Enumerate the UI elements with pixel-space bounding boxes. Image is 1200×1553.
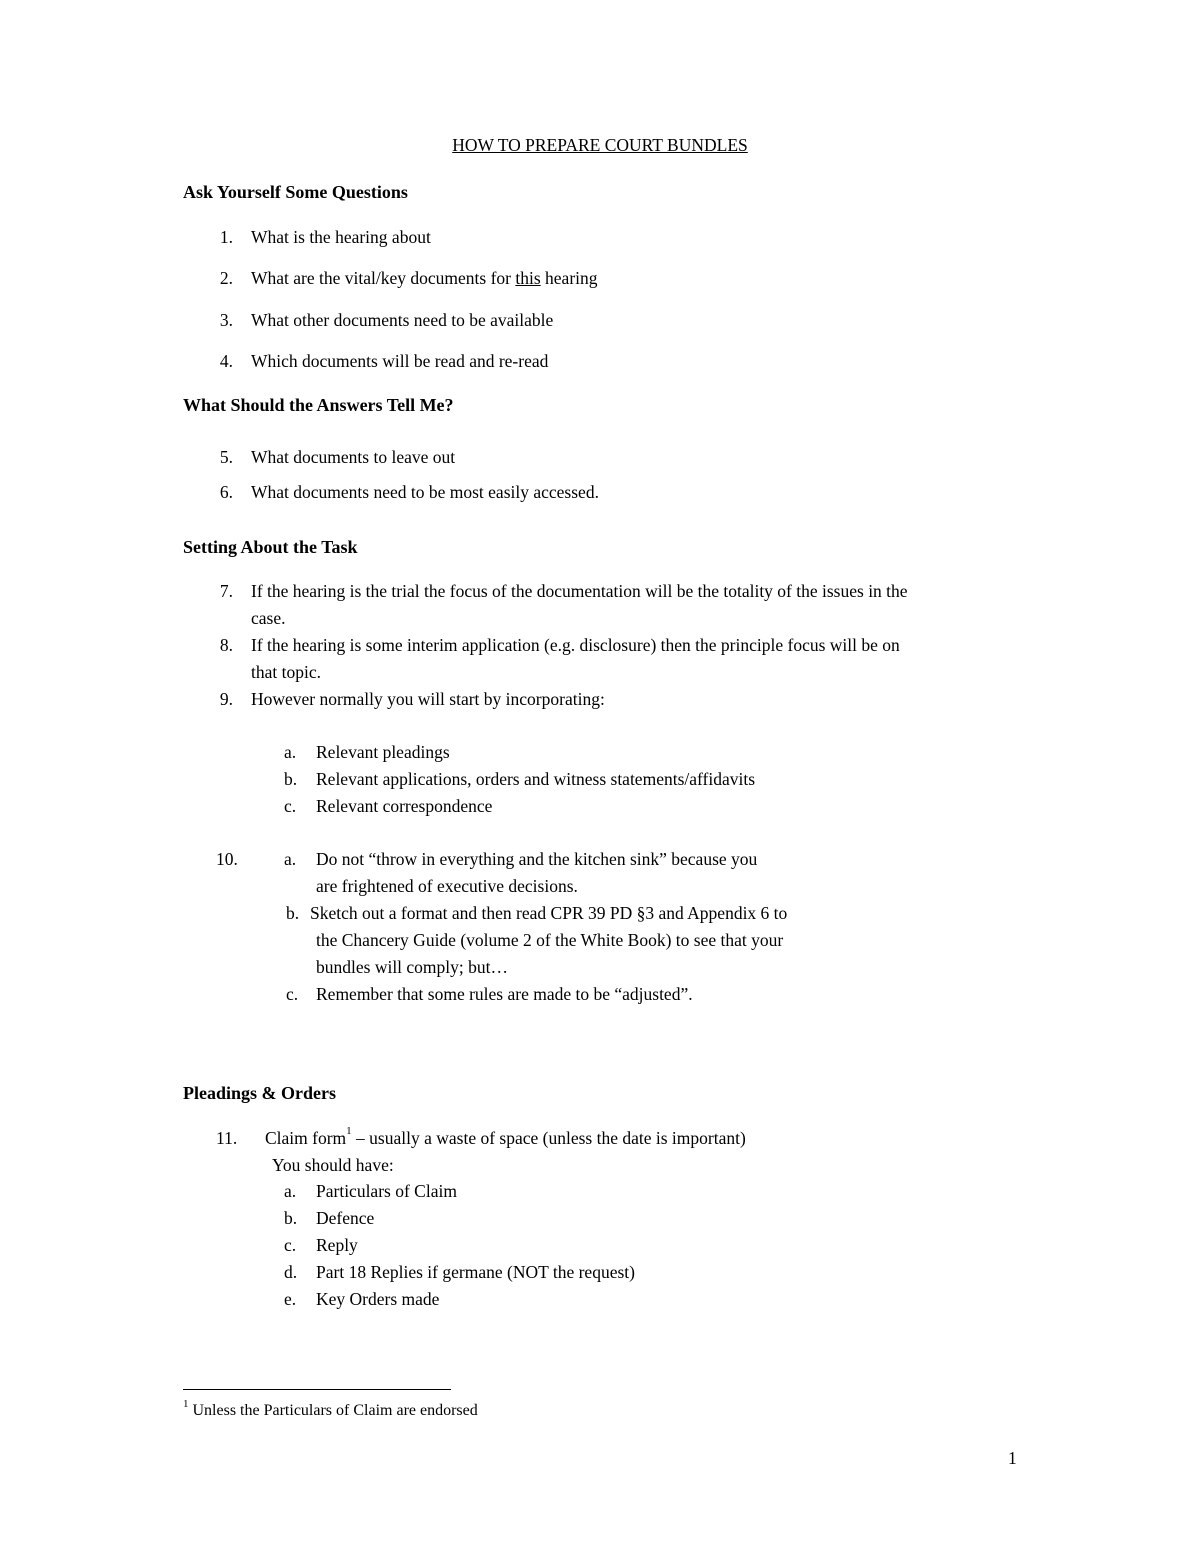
sub-item: Relevant correspondence — [316, 796, 493, 816]
list-item-text: What are the vital/key documents for — [251, 268, 516, 288]
sub-item: Reply — [316, 1235, 358, 1255]
list-item-line: If the hearing is some interim application (e.g. disclosure) then the principle focus will be on — [251, 635, 900, 655]
page-number: 1 — [1008, 1448, 1017, 1468]
list-number: 2. — [219, 268, 233, 288]
sub-letter: e. — [284, 1289, 297, 1309]
sub-item-line: the Chancery Guide (volume 2 of the White Book) to see that your — [316, 930, 784, 950]
list-item: Which documents will be read and re-read — [251, 351, 549, 371]
sub-item-line: Sketch out a format and then read CPR 39 PD §3 and Appendix 6 to — [310, 903, 788, 923]
sub-letter: a. — [284, 1181, 297, 1201]
list-item: However normally you will start by incorporating: — [251, 689, 605, 709]
list-item-line: that topic. — [251, 662, 321, 682]
sub-item: Defence — [316, 1208, 375, 1228]
footnote-separator — [183, 1389, 451, 1390]
sub-letter: c. — [284, 1235, 297, 1255]
list-item-line: If the hearing is the trial the focus of the documentation will be the totality of the issues in the — [251, 581, 908, 601]
list-number: 4. — [219, 351, 233, 371]
footnote-number: 1 — [183, 1398, 189, 1410]
sub-letter: c. — [284, 796, 297, 816]
list-item-line: You should have: — [272, 1155, 394, 1175]
sub-item: Part 18 Replies if germane (NOT the request) — [316, 1262, 635, 1282]
sub-letter: c. — [286, 984, 299, 1004]
list-item — [265, 1125, 746, 1148]
footnote-reference: 1 — [346, 1125, 352, 1137]
list-number: 9. — [219, 689, 233, 709]
sub-item: Relevant pleadings — [316, 742, 450, 762]
sub-item-line: are frightened of executive decisions. — [316, 876, 578, 896]
section-heading-pleadings: Pleadings & Orders — [183, 1083, 336, 1103]
list-number: 10. — [216, 849, 238, 869]
sub-letter: b. — [284, 769, 298, 789]
list-number: 8. — [219, 635, 233, 655]
sub-item-line: bundles will comply; but… — [316, 957, 509, 977]
sub-item-line: Remember that some rules are made to be “adjusted”. — [316, 984, 693, 1004]
section-heading-task: Setting About the Task — [183, 537, 358, 557]
sub-item-line: Do not “throw in everything and the kitchen sink” because you — [316, 849, 758, 869]
list-item-text: – usually a waste of space (unless the date is important) — [351, 1128, 746, 1148]
list-number: 1. — [219, 227, 233, 247]
list-number: 7. — [219, 581, 233, 601]
sub-letter: a. — [284, 849, 297, 869]
section-heading-answers: What Should the Answers Tell Me? — [183, 395, 454, 415]
list-item-text: Claim form — [265, 1128, 347, 1148]
list-number: 3. — [219, 310, 233, 330]
sub-item: Relevant applications, orders and witness statements/affidavits — [316, 769, 756, 789]
list-number: 6. — [219, 482, 233, 502]
list-item-line: case. — [251, 608, 286, 628]
list-item: What is the hearing about — [251, 227, 431, 247]
footnote-text: Unless the Particulars of Claim are endorsed — [192, 1402, 478, 1419]
list-item: What documents need to be most easily accessed. — [251, 482, 599, 502]
list-number: 5. — [219, 447, 233, 467]
document-title: HOW TO PREPARE COURT BUNDLES — [452, 135, 748, 155]
sub-item: Key Orders made — [316, 1289, 440, 1309]
list-item: What other documents need to be available — [251, 310, 554, 330]
sub-item: Particulars of Claim — [316, 1181, 457, 1201]
footnote — [183, 1398, 478, 1419]
list-item-text: hearing — [540, 268, 598, 288]
section-heading-questions: Ask Yourself Some Questions — [183, 182, 408, 202]
sub-letter: b. — [284, 1208, 298, 1228]
sub-letter: d. — [284, 1262, 298, 1282]
list-item — [251, 270, 598, 288]
list-number: 11. — [216, 1128, 238, 1148]
sub-letter: a. — [284, 742, 297, 762]
sub-letter: b. — [286, 903, 300, 923]
emphasis-underline: this — [515, 268, 541, 288]
list-item: What documents to leave out — [251, 447, 456, 467]
